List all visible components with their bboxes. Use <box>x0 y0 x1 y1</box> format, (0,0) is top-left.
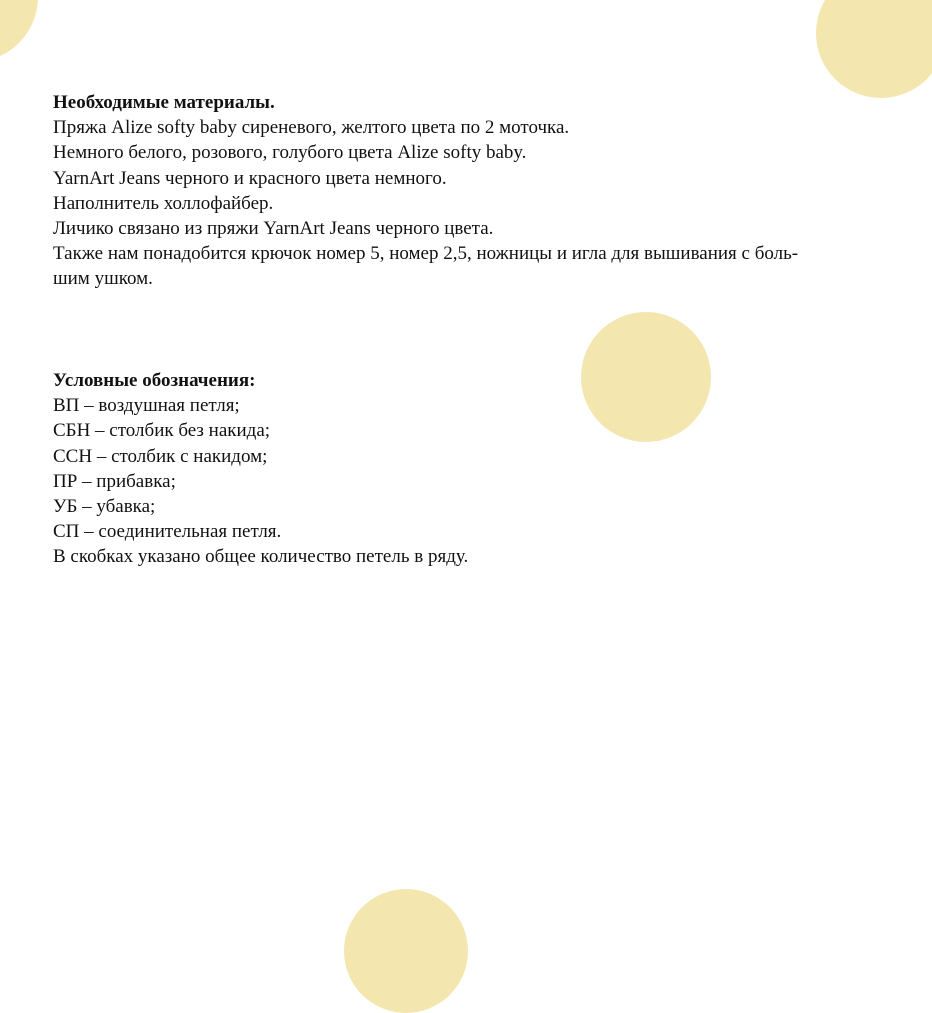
legend-line: ПР – прибавка; <box>53 470 176 492</box>
materials-line: Пряжа Alize softy baby сиреневого, желтого цвета по 2 моточка. <box>53 117 570 139</box>
materials-line: Наполнитель холлофайбер. <box>53 192 274 214</box>
legend-line: СБН – столбик без накида; <box>53 420 271 442</box>
legend-section <box>53 368 753 570</box>
materials-heading: Необходимые материалы. <box>53 92 275 113</box>
legend-line: СП – соединительная петля. <box>53 521 282 543</box>
legend-line: В скобках указано общее количество петель в ряду. <box>53 546 469 568</box>
decorative-dot-top-left <box>0 0 38 62</box>
legend-line: УБ – убавка; <box>53 496 156 518</box>
decorative-dot-top-right <box>816 0 932 98</box>
materials-line: YarnArt Jeans черного и красного цвета немного. <box>53 167 447 189</box>
legend-line: ССН – столбик с накидом; <box>53 445 268 467</box>
decorative-dot-bottom <box>344 889 468 1013</box>
materials-line: Личико связано из пряжи YarnArt Jeans черного цвета. <box>53 218 494 240</box>
materials-line: шим ушком. <box>53 268 153 290</box>
materials-section <box>53 90 913 292</box>
materials-line: Немного белого, розового, голубого цвета Alize softy baby. <box>53 142 527 164</box>
legend-line: ВП – воздушная петля; <box>53 395 240 417</box>
materials-line: Также нам понадобится крючок номер 5, номер 2,5, ножницы и игла для вышивания с боль- <box>53 243 799 265</box>
legend-heading: Условные обозначения: <box>53 370 256 391</box>
